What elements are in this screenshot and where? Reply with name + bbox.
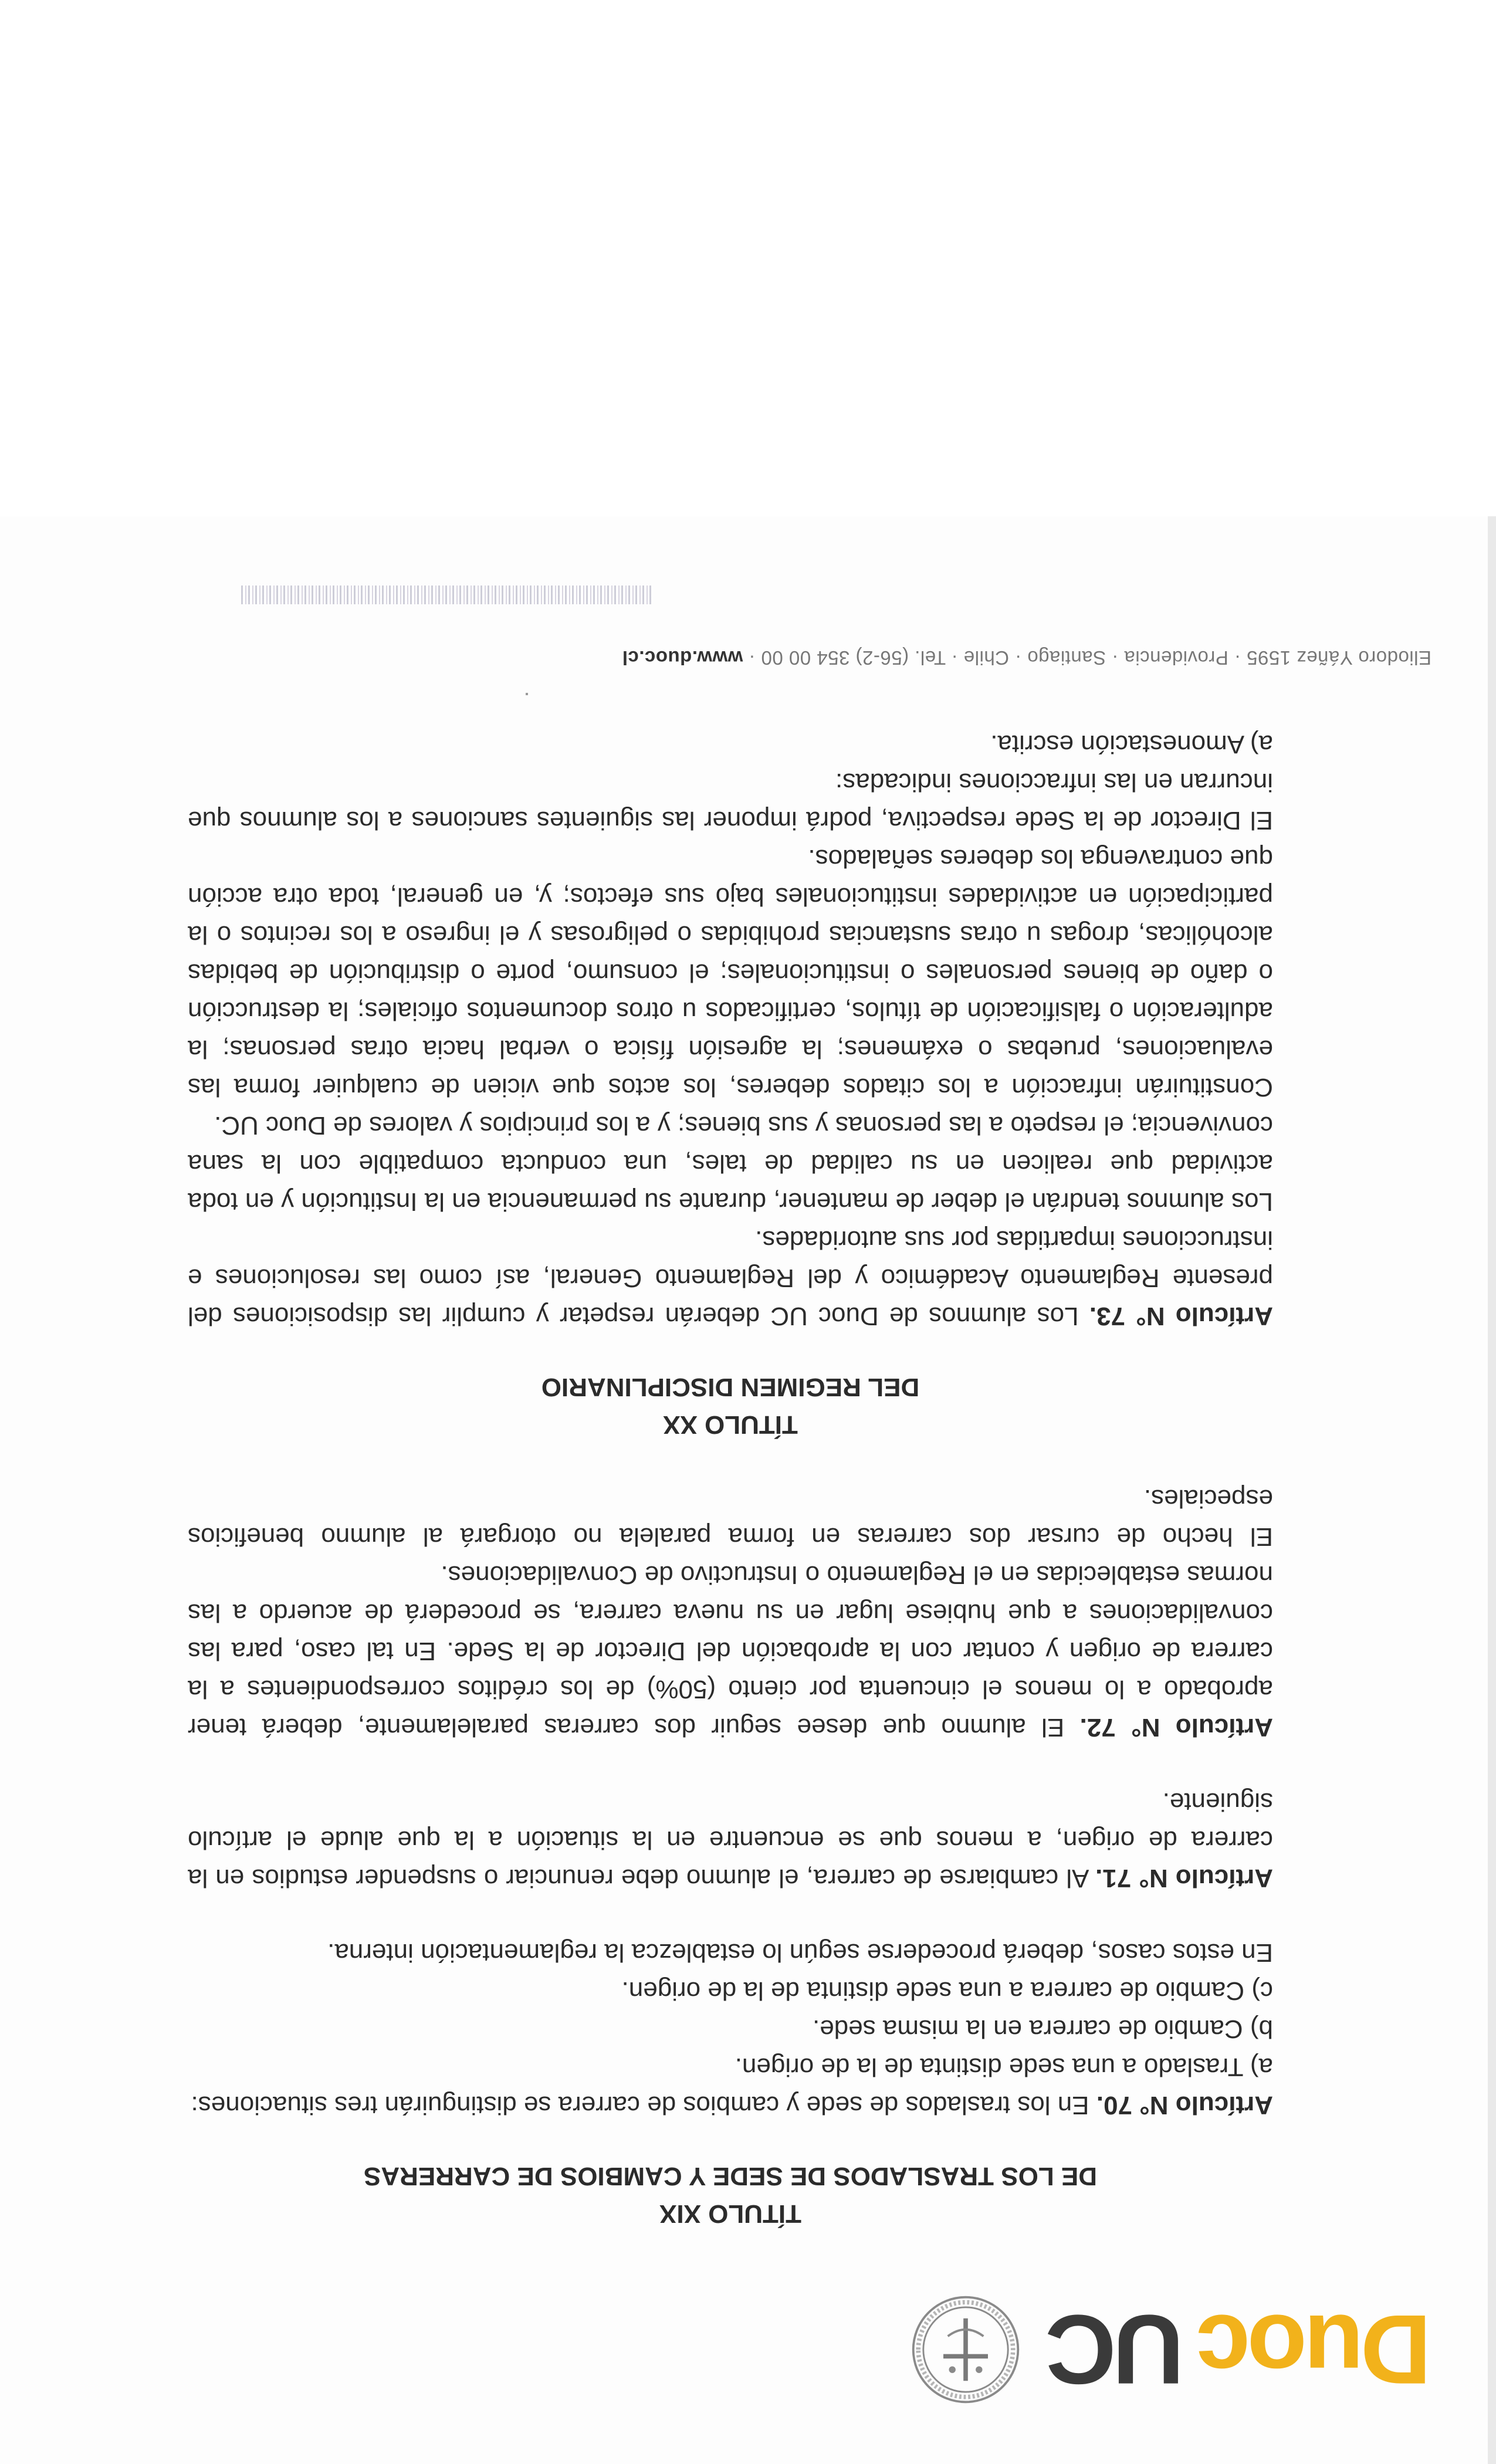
article-73-paragraph-3: Constituirán infracción a los citados deberes, los actos que vicien de cualquier forma las evaluaciones, pruebas o exámenes; la agresión física o verbal hacia otras personas; la adulteración o falsificación de títulos, certificados u otros documentos oficiales; la destrucción o daño de bienes personales o institucionales; el consumo, porte o distribución de bebidas alcohólicas, drogas u otras sustancias prohibidas o peligrosas y el ingreso a los recintos o la participación en actividades institucionales bajo sus efectos; y, en general, toda otra acción que contravenga los deberes señalados.	[188, 844, 1273, 1102]
scan-color-strip	[241, 585, 651, 604]
title-xx-name: DEL REGIMEN DISCIPLINARIO	[541, 1373, 920, 1402]
logo-wordmark	[1048, 2294, 1431, 2405]
duoc-uc-logo	[910, 2294, 1431, 2405]
university-seal-icon	[910, 2294, 1021, 2405]
spacer	[188, 1897, 1273, 1934]
title-xix-number: TÍTULO XIX	[659, 2199, 801, 2228]
article-73	[188, 1221, 1273, 1335]
article-70-item-a: a) Traslado a una sede distinta de la de origen.	[735, 2053, 1273, 2081]
article-72-text: El alumno que desee seguir dos carreras paralelamente, deberá tener aprobado a lo menos el cincuenta por ciento (50%) de los créditos correspondientes a la carrera de origen y contar con la aprobación del Director de la Sede. En tal caso, para las convalidaciones a que hubiese lugar en su nueva carrera, se procederá de acuerdo a las normas establecidas en el Reglamento o Instructivo de Convalidaciones.	[188, 1561, 1273, 1742]
article-73-item-a: a) Amonestación escrita.	[990, 730, 1273, 759]
article-73-paragraph-4: El Director de la Sede respectiva, podrá imponer las siguientes sanciones a los alumnos que incurran en las infracciones indicadas:	[188, 768, 1273, 835]
title-xx	[188, 1368, 1273, 1443]
document-body	[188, 725, 1273, 2232]
logo-duoc: Duoc	[1199, 2294, 1431, 2405]
article-72-label: Artículo N° 72.	[1079, 1713, 1273, 1742]
article-73-text: Los alumnos de Duoc UC deberán respetar y cumplir las disposiciones del presente Reglamento Académico y del Reglamento General, así como las resoluciones e instrucciones impartidas por sus autoridades.	[188, 1226, 1273, 1331]
logo-uc: UC	[1048, 2294, 1184, 2405]
spacer	[188, 1747, 1273, 1783]
footer-url: www.duoc.cl	[622, 647, 743, 669]
title-xx-number: TÍTULO XX	[663, 1410, 798, 1439]
article-72-closing: El hecho de cursar dos carreras en forma paralela no otorgará al alumno beneficios especiales.	[188, 1484, 1273, 1551]
article-70-label: Artículo N° 70.	[1096, 2091, 1273, 2120]
scan-speck	[526, 693, 528, 695]
article-70-item-b: b) Cambio de carrera en la misma sede.	[813, 2015, 1273, 2043]
article-71-label: Artículo N° 71.	[1095, 1864, 1273, 1893]
article-71	[188, 1783, 1273, 1897]
article-70-closing: En estos casos, deberá procederse según lo establezca la reglamentación interna.	[327, 1938, 1273, 1967]
article-70-text: En los traslados de sede y cambios de carrera se distinguirán tres situaciones:	[191, 2091, 1096, 2120]
article-70	[188, 2086, 1273, 2124]
article-73-label: Artículo N° 73.	[1089, 1302, 1273, 1331]
article-71-text: Al cambiarse de carrera, el alumno debe renunciar o suspender estudios en la carrera de origen, a menos que se encuentre en la situación a la que alude el artículo siguiente.	[188, 1788, 1273, 1893]
title-xix	[188, 2157, 1273, 2232]
title-xix-name: DE LOS TRASLADOS DE SEDE Y CAMBIOS DE CARRERAS	[363, 2162, 1098, 2191]
scan-edge	[1488, 516, 1496, 2464]
footer-address: Eliodoro Yáñez 1595 · Providencia · Santiago · Chile · Tel. (56-2) 354 00 00 ·	[743, 647, 1431, 669]
article-73-paragraph-2: Los alumnos tendrán el deber de mantener, durante su permanencia en la Institución y en toda actividad que realicen en su calidad de tales, una conducta compatible con la sana convivencia; el respeto a las personas y sus bienes; y a los principios y valores de Duoc UC.	[188, 1111, 1273, 1216]
page-footer	[199, 647, 1431, 669]
spacer	[188, 1443, 1273, 1480]
article-70-item-c: c) Cambio de carrera a una sede distinta de la de origen.	[621, 1976, 1273, 2005]
article-72	[188, 1556, 1273, 1747]
